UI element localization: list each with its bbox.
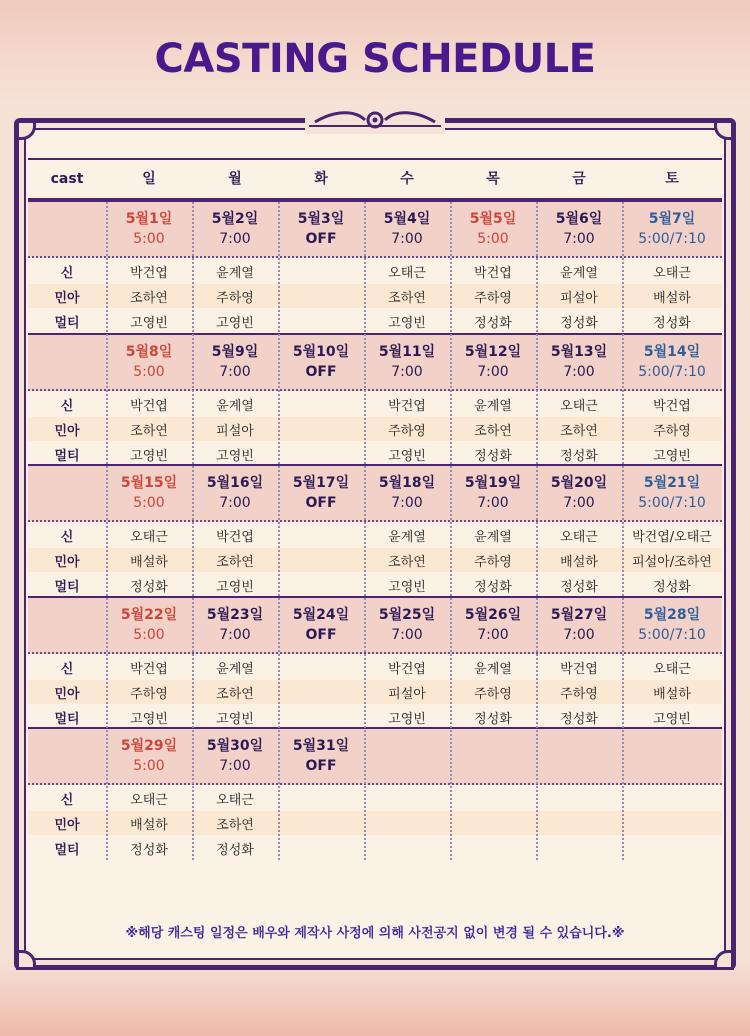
cast-name: 주하영 (474, 291, 512, 306)
cast-name: 조하연 (560, 424, 598, 439)
role-label: 민아 (54, 291, 80, 306)
cast-name: 윤계열 (216, 662, 254, 677)
date-label: 5월28일 (643, 607, 701, 623)
header-day: 월 (228, 171, 242, 187)
date-label: 5월20일 (550, 475, 608, 491)
cast-name: 정성화 (653, 316, 691, 331)
date-label: 5월5일 (469, 211, 517, 227)
date-label: 5월21일 (643, 475, 701, 491)
cast-name: 고영빈 (130, 316, 168, 331)
header-day: 수 (400, 171, 414, 187)
cast-name: 정성화 (474, 712, 512, 727)
cast-name: 고영빈 (216, 316, 254, 331)
header-day: 화 (314, 171, 328, 187)
cast-name: 윤계열 (388, 530, 426, 545)
cast-name: 정성화 (653, 580, 691, 595)
cast-name: 배설하 (130, 555, 168, 570)
show-time: 5:00 (477, 231, 509, 247)
column-divider (278, 202, 280, 860)
column-divider (536, 202, 538, 860)
date-label: 5월16일 (206, 475, 264, 491)
cast-name: 조하연 (474, 424, 512, 439)
cast-name: 오태근 (130, 793, 168, 808)
cast-name: 고영빈 (653, 712, 691, 727)
date-label: 5월2일 (211, 211, 259, 227)
cast-name: 고영빈 (388, 449, 426, 464)
role-label: 멀티 (54, 316, 80, 331)
cast-name: 오태근 (388, 266, 426, 281)
cast-name: 주하영 (474, 555, 512, 570)
cast-name: 정성화 (474, 449, 512, 464)
date-label: 5월15일 (120, 475, 178, 491)
cast-name: 오태근 (560, 399, 598, 414)
date-label: 5월27일 (550, 607, 608, 623)
cast-name: 배설하 (130, 818, 168, 833)
cast-name: 주하영 (474, 687, 512, 702)
cast-name: 고영빈 (130, 449, 168, 464)
cast-name: 고영빈 (388, 712, 426, 727)
role-label: 민아 (54, 687, 80, 702)
role-label: 멀티 (54, 580, 80, 595)
table-header (28, 158, 722, 200)
show-time: 7:00 (219, 758, 251, 774)
header-cast: cast (50, 171, 84, 187)
date-label: 5월25일 (378, 607, 436, 623)
cast-name: 정성화 (474, 316, 512, 331)
cast-name: 윤계열 (474, 662, 512, 677)
cast-name: 박건엽/오태근 (632, 530, 712, 545)
date-label: 5월13일 (550, 344, 608, 360)
cast-name: 윤계열 (474, 399, 512, 414)
cast-name: 고영빈 (653, 449, 691, 464)
cast-name: 박건엽 (653, 399, 691, 414)
show-time: 7:00 (563, 627, 595, 643)
date-label: 5월31일 (292, 738, 350, 754)
cast-name: 조하연 (388, 291, 426, 306)
cast-name: 정성화 (560, 316, 598, 331)
cast-name: 정성화 (560, 580, 598, 595)
date-label: 5월10일 (292, 344, 350, 360)
show-time: 7:00 (219, 364, 251, 380)
date-label: 5월4일 (383, 211, 431, 227)
show-time: 7:00 (477, 364, 509, 380)
role-label: 신 (60, 530, 74, 545)
show-time: 7:00 (219, 495, 251, 511)
show-time: 7:00 (477, 495, 509, 511)
cast-name: 박건엽 (130, 266, 168, 281)
show-time: 7:00 (391, 627, 423, 643)
show-time: OFF (305, 495, 337, 511)
column-divider (106, 202, 108, 860)
date-label: 5월8일 (125, 344, 173, 360)
show-time: OFF (305, 364, 337, 380)
cast-name: 박건엽 (560, 662, 598, 677)
cast-name: 정성화 (560, 712, 598, 727)
show-time: 5:00 (133, 495, 165, 511)
cast-name: 박건엽 (216, 530, 254, 545)
role-label: 민아 (54, 818, 80, 833)
date-label: 5월14일 (643, 344, 701, 360)
date-label: 5월29일 (120, 738, 178, 754)
date-label: 5월6일 (555, 211, 603, 227)
cast-name: 정성화 (474, 580, 512, 595)
cast-name: 고영빈 (388, 316, 426, 331)
cast-name: 정성화 (130, 843, 168, 858)
cast-name: 피설아 (388, 687, 426, 702)
date-label: 5월11일 (378, 344, 436, 360)
cast-name: 정성화 (560, 449, 598, 464)
show-time: 7:00 (391, 364, 423, 380)
cast-name: 배설하 (653, 687, 691, 702)
show-time: 7:00 (563, 231, 595, 247)
cast-name: 고영빈 (216, 712, 254, 727)
role-label: 신 (60, 266, 74, 281)
show-time: 7:00 (219, 627, 251, 643)
show-time: 5:00/7:10 (638, 627, 706, 643)
cast-name: 박건엽 (388, 662, 426, 677)
show-time: 7:00 (563, 364, 595, 380)
date-label: 5월18일 (378, 475, 436, 491)
column-divider (192, 202, 194, 860)
scroll-ornament-icon (305, 106, 445, 134)
role-label: 멀티 (54, 712, 80, 727)
show-time: 5:00 (133, 627, 165, 643)
cast-name: 정성화 (216, 843, 254, 858)
cast-name: 주하영 (388, 424, 426, 439)
cast-name: 주하영 (560, 687, 598, 702)
cast-name: 조하연 (216, 687, 254, 702)
cast-name: 윤계열 (216, 266, 254, 281)
column-divider (364, 202, 366, 860)
cast-name: 고영빈 (388, 580, 426, 595)
cast-name: 피설아 (216, 424, 254, 439)
cast-name: 조하연 (130, 291, 168, 306)
show-time: OFF (305, 231, 337, 247)
cast-name: 오태근 (653, 662, 691, 677)
date-label: 5월30일 (206, 738, 264, 754)
show-time: OFF (305, 758, 337, 774)
cast-name: 오태근 (130, 530, 168, 545)
show-time: 5:00/7:10 (638, 495, 706, 511)
show-time: 5:00/7:10 (638, 364, 706, 380)
date-label: 5월3일 (297, 211, 345, 227)
cast-name: 고영빈 (130, 712, 168, 727)
role-label: 신 (60, 399, 74, 414)
date-label: 5월12일 (464, 344, 522, 360)
cast-name: 박건엽 (130, 399, 168, 414)
cast-name: 배설하 (560, 555, 598, 570)
role-label: 민아 (54, 424, 80, 439)
column-divider (622, 202, 624, 860)
date-label: 5월26일 (464, 607, 522, 623)
cast-name: 배설하 (653, 291, 691, 306)
cast-name: 윤계열 (474, 530, 512, 545)
show-time: 5:00 (133, 231, 165, 247)
cast-name: 조하연 (388, 555, 426, 570)
show-time: 5:00/7:10 (638, 231, 706, 247)
show-time: 5:00 (133, 364, 165, 380)
show-time: 7:00 (391, 495, 423, 511)
cast-name: 박건엽 (388, 399, 426, 414)
cast-name: 정성화 (130, 580, 168, 595)
date-label: 5월22일 (120, 607, 178, 623)
show-time: 7:00 (391, 231, 423, 247)
cast-name: 고영빈 (216, 580, 254, 595)
cast-name: 조하연 (130, 424, 168, 439)
header-day: 목 (486, 171, 500, 187)
date-label: 5월7일 (648, 211, 696, 227)
page-title: CASTING SCHEDULE (154, 36, 596, 82)
cast-name: 윤계열 (560, 266, 598, 281)
role-label: 신 (60, 793, 74, 808)
cast-name: 고영빈 (216, 449, 254, 464)
cast-name: 오태근 (560, 530, 598, 545)
date-label: 5월17일 (292, 475, 350, 491)
cast-name: 박건엽 (130, 662, 168, 677)
cast-name: 주하영 (216, 291, 254, 306)
header-day: 토 (665, 171, 679, 187)
date-label: 5월23일 (206, 607, 264, 623)
cast-name: 주하영 (653, 424, 691, 439)
cast-name: 윤계열 (216, 399, 254, 414)
cast-name: 피설아/조하연 (632, 555, 712, 570)
cast-name: 오태근 (216, 793, 254, 808)
date-label: 5월24일 (292, 607, 350, 623)
notice-text: ※해당 캐스팅 일정은 배우와 제작사 사정에 의해 사전공지 없이 변경 될 수 있습니다.※ (125, 926, 625, 941)
date-label: 5월19일 (464, 475, 522, 491)
column-divider (450, 202, 452, 860)
show-time: 7:00 (563, 495, 595, 511)
role-label: 민아 (54, 555, 80, 570)
date-label: 5월1일 (125, 211, 173, 227)
cast-name: 주하영 (130, 687, 168, 702)
cast-name: 피설아 (560, 291, 598, 306)
role-label: 멀티 (54, 449, 80, 464)
role-label: 멀티 (54, 843, 80, 858)
show-time: 5:00 (133, 758, 165, 774)
cast-name: 오태근 (653, 266, 691, 281)
date-label: 5월9일 (211, 344, 259, 360)
cast-name: 조하연 (216, 555, 254, 570)
header-day: 금 (572, 171, 586, 187)
cast-name: 박건엽 (474, 266, 512, 281)
header-day: 일 (142, 171, 156, 187)
show-time: OFF (305, 627, 337, 643)
cast-name: 조하연 (216, 818, 254, 833)
show-time: 7:00 (219, 231, 251, 247)
show-time: 7:00 (477, 627, 509, 643)
role-label: 신 (60, 662, 74, 677)
